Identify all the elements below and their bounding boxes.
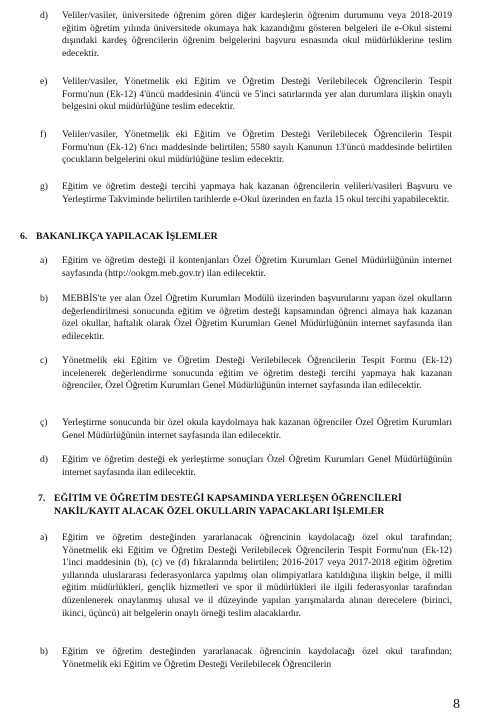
list-item-d (40, 454, 452, 479)
item-text: Veliler/vasiler, üniversitede öğrenim gören diğer kardeşlerin öğrenim durumunu veya 2018-2019 eğitim öğretim yılında üniversitede okumaya hak kazandığını gösteren belgeleri ile e-Okul sistemi dışındaki kardeş öğrencilerin öğrenim belgelerini başvuru esnasında okul müdürlüklerine teslim edecektir. (62, 10, 452, 59)
item-label: e) (40, 76, 48, 87)
item-label: g) (40, 181, 48, 192)
item-label: f) (40, 129, 47, 140)
section-title: BAKANLIKÇA YAPILACAK İŞLEMLER (36, 231, 218, 242)
item-label: d) (40, 454, 48, 465)
list-item-d (40, 10, 452, 60)
section-number: 7. (38, 493, 46, 504)
page-number: 8 (453, 697, 460, 712)
item-text: Eğitim ve öğretim desteğinden yararlanacak öğrencinin kaydolacağı özel okul tarafından; Yönetmelik eki Eğitim ve Öğretim Desteği Verilebilecek Öğrencilerin (62, 646, 452, 670)
item-text: Eğitim ve öğretim desteği ek yerleştirme sonuçları Özel Öğretim Kurumları Genel Müdürlüğünün internet sayfasında ilan edilecektir. (62, 454, 452, 478)
list-item-e (40, 76, 452, 114)
item-label: b) (40, 646, 48, 657)
item-text: Yönetmelik eki Eğitim ve Öğretim Desteği Verilebilecek Öğrencilerin Tespit Formu (Ek-12) incelenerek değerlendirme sonucunda eğitim ve öğretim desteği tercihi yapmaya hak kazanan öğrenciler, Özel Öğretim Kurumları Genel Müdürlüğünün internet sayfasında ilan edilecektir. (62, 355, 452, 392)
list-item-a (40, 532, 452, 620)
list-item-a (40, 255, 452, 280)
item-text: Yerleştirme sonucunda bir özel okula kaydolmaya hak kazanan öğrenciler Özel Öğretim Kurumları Genel Müdürlüğünün internet sayfasında ilan edilecektir. (62, 417, 452, 441)
item-label: a) (40, 532, 48, 543)
list-item-b (40, 293, 452, 343)
item-label: b) (40, 293, 48, 304)
list-item-cc (40, 417, 452, 442)
section-title-line1: EĞİTİM VE ÖĞRETİM DESTEĞİ KAPSAMINDA YERLEŞEN ÖĞRENCİLERİ (54, 493, 402, 504)
list-item-g (40, 181, 452, 206)
item-text: Eğitim ve öğretim desteği tercihi yapmaya hak kazanan öğrencilerin velileri/vasileri Başvuru ve Yerleştirme Takviminde belirtilen tarihlerde e-Okul üzerinden en fazla 15 okul tercihi yapabilecektir. (62, 181, 452, 205)
item-text: Eğitim ve öğretim desteğinden yararlanacak öğrencinin kaydolacağı özel okul tarafından; Yönetmelik eki Eğitim ve Öğretim Desteği Verilebilecek Öğrencilerin Tespit Formu'nun (Ek-12) 1'inci maddesinin (b), (c) ve (d) fıkralarında belirtilen; 2016-2017 veya 2017-2018 eğitim öğretim yıllarında uluslararası federasyonlarca yapılmış olan olimpiyatlara katıldığına ilişkin belge, il milli eğitim müdürlükleri, gençlik hizmetleri ve spor il müdürlükleri ile ilgili federasyonlar tarafından düzenlenerek onaylanmış ulusal ve il düzeyinde yapılan yarışmalarda alınan derecelere (birinci, ikinci, üçüncü) ait belgelerin onaylı örneği teslim alacaklardır. (62, 532, 452, 619)
list-item-f (40, 129, 452, 167)
item-text: Eğitim ve öğretim desteği il kontenjanları Özel Öğretim Kurumları Genel Müdürlüğünün internet sayfasında (http://ookgm.meb.gov.tr) ilan edilecektir. (62, 255, 452, 279)
item-label: c) (40, 355, 48, 366)
item-label: a) (40, 255, 48, 266)
item-text: MEBBİS'te yer alan Özel Öğretim Kurumları Modülü üzerinden başvurularını yapan özel okulların değerlendirilmesi sonucunda eğitim ve öğretim desteği kapsamından öğrenci almaya hak kazanan özel okullar, haftalık olarak Özel Öğretim Kurumları Genel Müdürlüğünün internet sayfasında ilan edilecektir. (62, 293, 452, 342)
section-7-heading (38, 493, 458, 518)
section-6-heading (20, 231, 218, 244)
item-text: Veliler/vasiler, Yönetmelik eki Eğitim ve Öğretim Desteği Verilebilecek Öğrencilerin Tespit Formu'nun (Ek-12) 6'ncı maddesinde belirtilen; 5580 sayılı Kanunun 13'üncü maddesinde belirtilen çocukların belgelerini okul müdürlüğüne teslim edecektir. (62, 129, 452, 166)
section-title-line2: NAKİL/KAYIT ALACAK ÖZEL OKULLARIN YAPACAKLARI İŞLEMLER (54, 505, 385, 517)
list-item-c (40, 355, 452, 393)
item-label: ç) (40, 417, 48, 428)
item-label: d) (40, 10, 48, 21)
list-item-b (40, 646, 452, 671)
section-number: 6. (20, 231, 28, 242)
item-text: Veliler/vasiler, Yönetmelik eki Eğitim ve Öğretim Desteği Verilebilecek Öğrencilerin Tespit Formu'nun (Ek-12) 4'üncü maddesinin 4'üncü ve 5'inci satırlarında yer alan durumlara ilişkin onaylı belgesini okul müdürlüğüne teslim edecektir. (62, 76, 452, 113)
